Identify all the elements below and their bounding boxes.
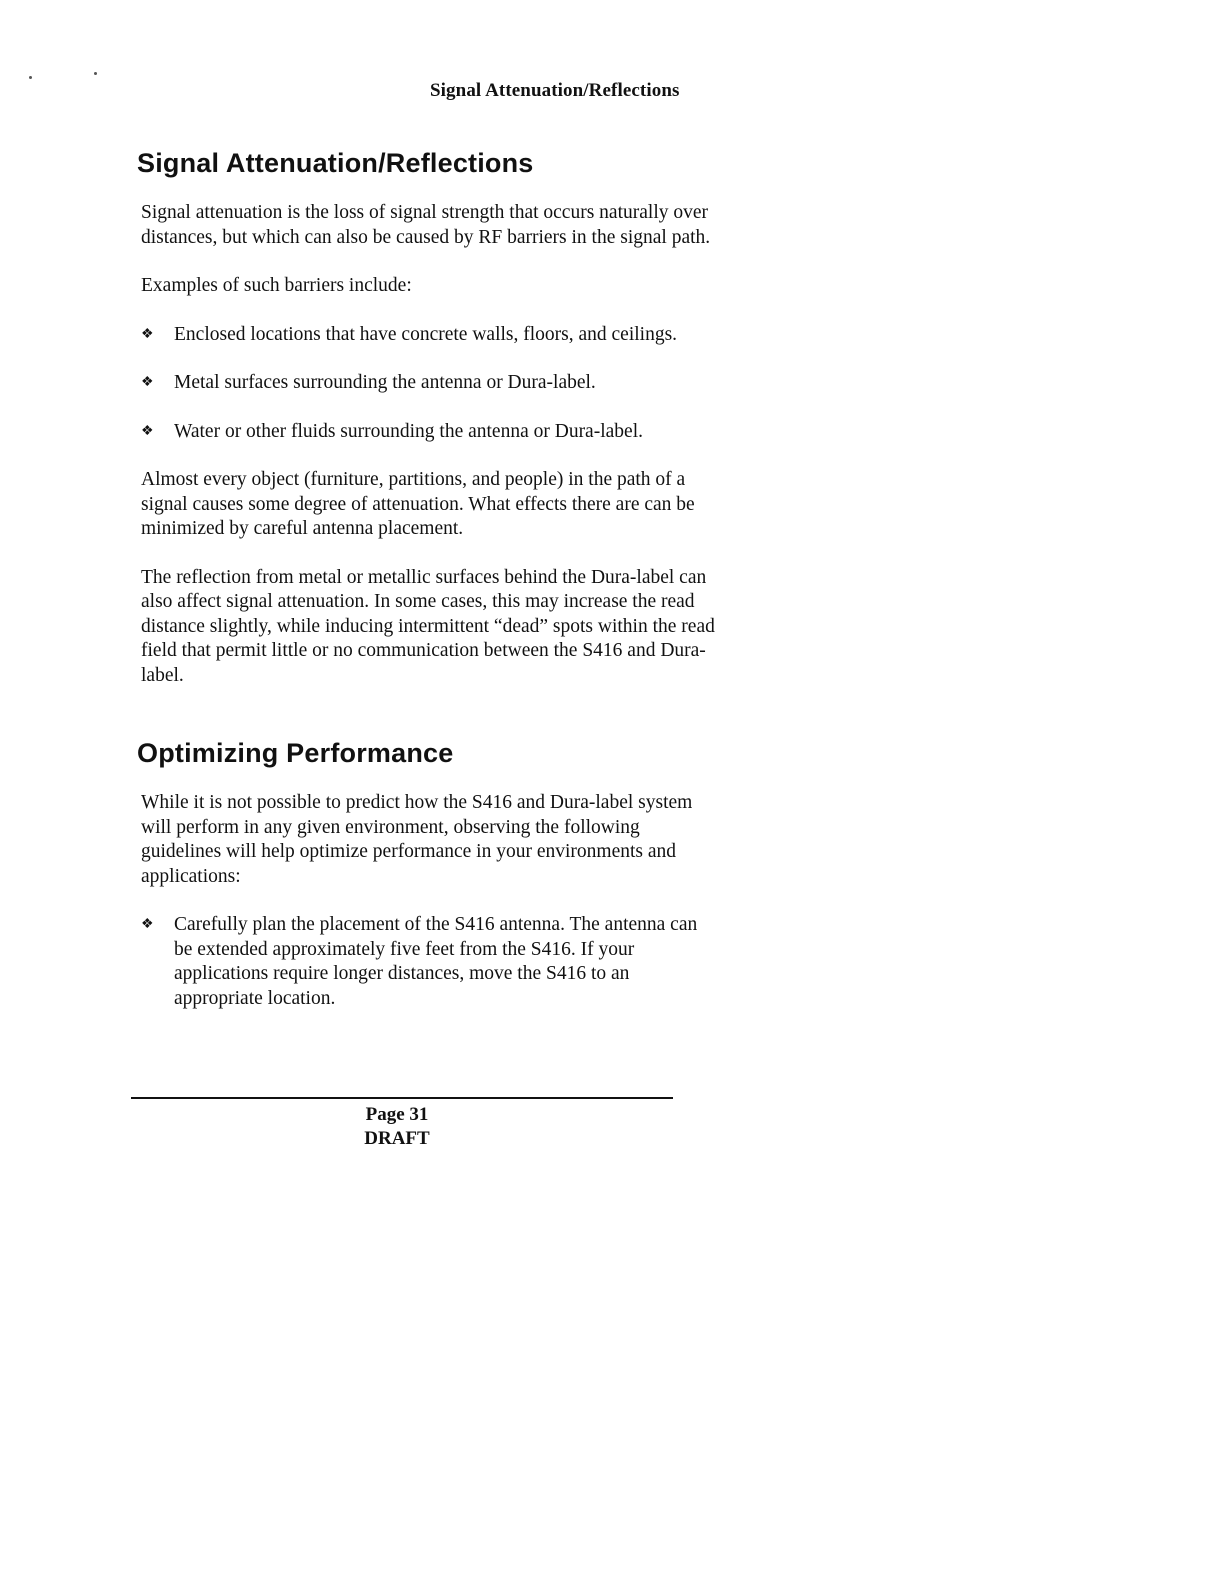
section-title-optimizing-performance: Optimizing Performance: [137, 738, 454, 768]
guideline-list: [137, 913, 717, 1011]
attenuation-paragraph: Almost every object (furniture, partitions, and people) in the path of a signal causes some degree of attenuation. What effects there are can be minimized by careful antenna placement.: [141, 469, 695, 539]
diamond-bullet-icon: ❖: [141, 326, 154, 342]
list-item-text: Enclosed locations that have concrete walls, floors, and ceilings.: [174, 323, 678, 345]
list-item-text: Carefully plan the placement of the S416 antenna. The antenna can be extended approximately five feet from the S416. If your applications require longer distances, move the S416 to an appropriate location.: [174, 914, 698, 1009]
list-item: [137, 371, 717, 396]
barrier-list: [137, 323, 717, 445]
page-footer: [131, 1097, 673, 1151]
diamond-bullet-icon: ❖: [141, 917, 154, 932]
draft-label: DRAFT: [364, 1128, 430, 1149]
footer-divider: [131, 1097, 673, 1099]
scan-speck: [94, 72, 97, 75]
list-item-text: Metal surfaces surrounding the antenna or Dura-label.: [174, 372, 596, 393]
performance-intro-paragraph: While it is not possible to predict how the S416 and Dura-label system will perform in any given environment, observing the following guidelines will help optimize performance in your environments and applications:: [141, 792, 693, 887]
intro-paragraph: Signal attenuation is the loss of signal strength that occurs naturally over distances, but which can also be caused by RF barriers in the signal path.: [141, 202, 711, 248]
list-item-text: Water or other fluids surrounding the antenna or Dura-label.: [174, 420, 643, 442]
examples-lead: Examples of such barriers include:: [141, 275, 412, 296]
diamond-bullet-icon: ❖: [141, 423, 154, 439]
list-item: [137, 913, 717, 1011]
diamond-bullet-icon: ❖: [141, 375, 154, 390]
scan-speck: [29, 76, 32, 79]
page-content: [137, 148, 717, 1035]
list-item: [137, 323, 717, 348]
running-header: Signal Attenuation/Reflections: [430, 80, 680, 101]
section-title-signal-attenuation: Signal Attenuation/Reflections: [137, 148, 534, 178]
list-item: [137, 420, 717, 445]
reflection-paragraph: The reflection from metal or metallic surfaces behind the Dura-label can also affect signal attenuation. In some cases, this may increase the read distance slightly, while inducing intermittent “dead” spots within the read field that permit little or no communication between the S416 and Dura-label.: [141, 566, 715, 686]
page-number: Page 31: [365, 1104, 429, 1125]
